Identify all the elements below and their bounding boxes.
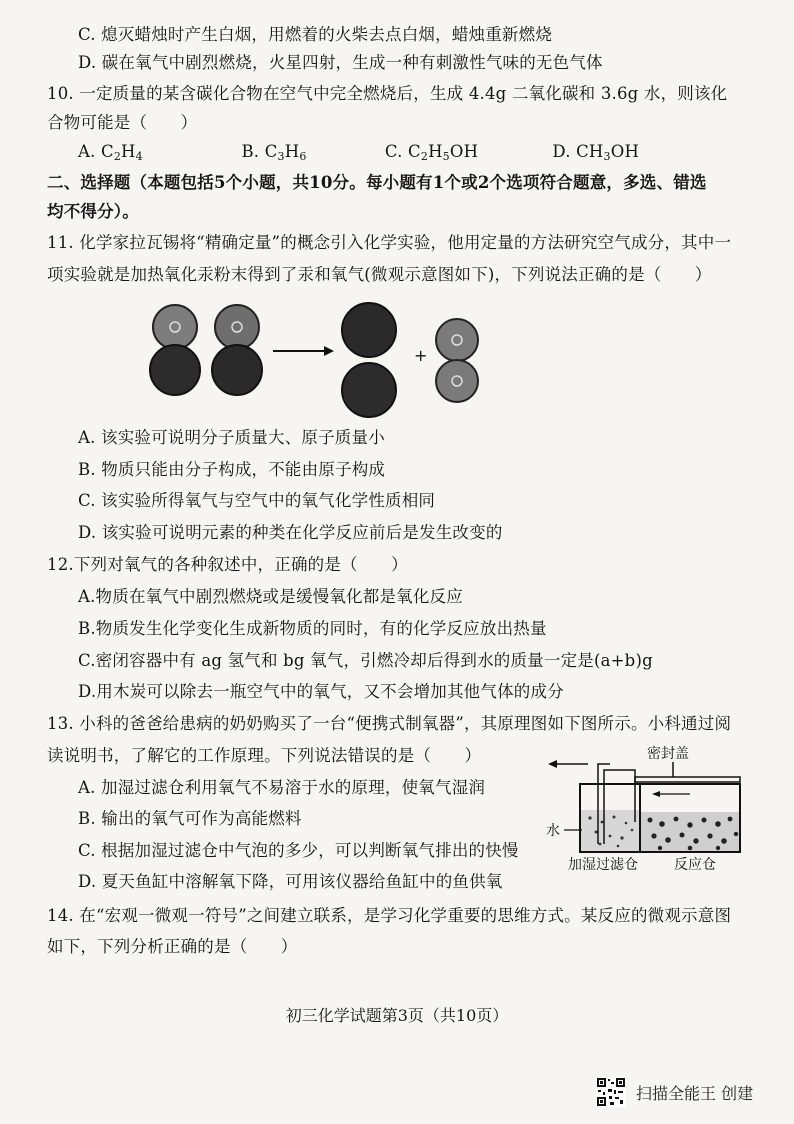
q10-option-d: D. CH3OH (552, 142, 640, 163)
section2-heading-2: 均不得分）。 (47, 202, 139, 221)
mercury-atom-2 (342, 363, 396, 417)
q11-stem-2: 项实验就是加热氧化汞粉末得到了汞和氧气(微观示意图如下)，下列说法正确的是（ ） (47, 265, 712, 284)
q13-option-b: B. 输出的氧气可作为高能燃料 (78, 809, 302, 828)
q12-option-b: B.物质发生化学变化生成新物质的同时，有的化学反应放出热量 (78, 619, 547, 638)
q12-option-a: A.物质在氧气中剧烈燃烧或是缓慢氧化都是氧化反应 (78, 587, 463, 606)
oxygen-molecule (436, 319, 478, 402)
q14-stem-2: 如下，下列分析正确的是（ ） (47, 937, 298, 956)
plus-sign: + (414, 346, 428, 365)
q10-options (78, 141, 639, 168)
scanner-watermark (596, 1077, 786, 1109)
q10-stem-2: 合物可能是（ ） (47, 113, 198, 132)
q13-oxygen-generator-diagram (540, 742, 755, 872)
q13-stem-1: 13. 小科的爸爸给患病的奶奶购买了一台“便携式制氧器”，其原理图如下图所示。小科通过阅 (47, 714, 732, 733)
label-reactor: 反应仓 (674, 857, 716, 872)
q13-option-a: A. 加湿过滤仓利用氧气不易溶于水的原理，使氧气湿润 (78, 778, 486, 797)
q13-option-d: D. 夏天鱼缸中溶解氧下降，可用该仪器给鱼缸中的鱼供氧 (78, 872, 503, 891)
q11-option-c: C. 该实验所得氧气与空气中的氧气化学性质相同 (78, 491, 436, 510)
mercury-oxide-molecule-2 (212, 305, 262, 395)
q10-option-a: A. C2H4 (78, 142, 143, 163)
q14-stem-1: 14. 在“宏观一微观一符号”之间建立联系，是学习化学重要的思维方式。某反应的微观示意图 (47, 906, 732, 925)
sealed-lid (635, 777, 740, 782)
q12-option-d: D.用木炭可以除去一瓶空气中的氧气，又不会增加其他气体的成分 (78, 682, 564, 701)
q9-option-c: C. 熄灭蜡烛时产生白烟，用燃着的火柴去点白烟，蜡烛重新燃烧 (78, 25, 553, 44)
q12-stem: 12.下列对氧气的各种叙述中，正确的是（ ） (47, 555, 408, 574)
q12-option-c: C.密闭容器中有 ag 氢气和 bg 氧气，引燃冷却后得到水的质量一定是(a+b)g (78, 651, 653, 670)
section2-heading-1: 二、选择题（本题包括5个小题，共10分。每小题有1个或2个选项符合题意，多选、错选 (47, 173, 707, 192)
label-water: 水 (546, 823, 560, 839)
mercury-oxide-molecule-1 (150, 305, 200, 395)
q10-option-b: B. C3H6 (241, 142, 307, 163)
q11-option-b: B. 物质只能由分子构成，不能由原子构成 (78, 460, 386, 479)
humidifier-water (581, 810, 639, 851)
q13-stem-2: 读说明书，了解它的工作原理。下列说法错误的是（ ） (47, 746, 482, 765)
mercury-atom-1 (342, 303, 396, 357)
q11-option-d: D. 该实验可说明元素的种类在化学反应前后是发生改变的 (78, 523, 503, 542)
q10-option-c: C. C2H5OH (384, 142, 479, 163)
q11-option-a: A. 该实验可说明分子质量大、原子质量小 (78, 428, 385, 447)
label-humidifier: 加湿过滤仓 (568, 857, 638, 872)
label-sealed-lid: 密封盖 (647, 746, 689, 762)
q11-stem-1: 11. 化学家拉瓦锡将“精确定量”的概念引入化学实验，他用定量的方法研究空气成分，其中一 (47, 233, 732, 252)
q10-stem-1: 10. 一定质量的某含碳化合物在空气中完全燃烧后，生成 4.4g 二氧化碳和 3.6g 水，则该化 (47, 84, 728, 103)
reaction-arrow (273, 346, 334, 356)
reactor-contents (641, 812, 739, 851)
q9-option-d: D. 碳在氧气中剧烈燃烧，火星四射，生成一种有刺激性气味的无色气体 (78, 53, 603, 72)
watermark-text: 扫描全能王 创建 (636, 1084, 754, 1103)
q13-option-c: C. 根据加湿过滤仓中气泡的多少，可以判断氧气排出的快慢 (78, 841, 519, 860)
page-footer: 初三化学试题第3页（共10页） (285, 1006, 509, 1025)
q11-reaction-diagram (140, 293, 490, 423)
qr-code-icon (596, 1077, 626, 1107)
